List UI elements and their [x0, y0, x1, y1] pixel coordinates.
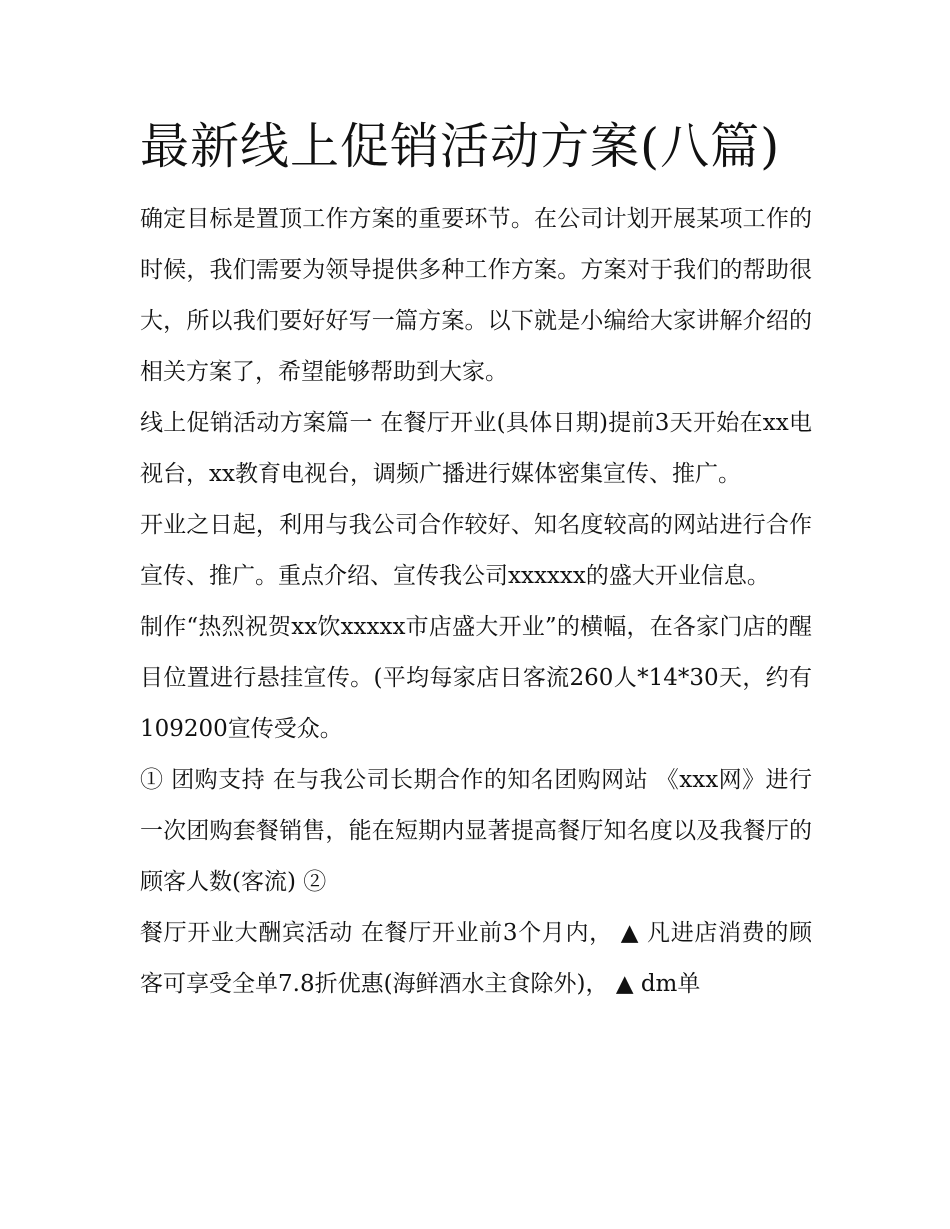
banner-paragraph: 制作“热烈祝贺xx饮xxxxx市店盛大开业”的横幅，在各家门店的醒目位置进行悬挂宣传。(平均每家店日客流260人*14*30天，约有109200宣传受众。 — [140, 614, 812, 742]
document-page — [140, 112, 812, 1010]
opening-discount-paragraph: 餐厅开业大酬宾活动 在餐厅开业前3个月内， ▲ 凡进店消费的顾客可享受全单7.8折优惠(海鲜酒水主食除外)， ▲ dm单 — [140, 920, 812, 997]
group-buy-paragraph: ① 团购支持 在与我公司长期合作的知名团购网站 《xxx网》进行一次团购套餐销售，能在短期内显著提高餐厅知名度以及我餐厅的顾客人数(客流) ② — [140, 767, 812, 895]
website-promotion-paragraph: 开业之日起，利用与我公司合作较好、知名度较高的网站进行合作宣传、推广。重点介绍、宣传我公司xxxxxx的盛大开业信息。 — [140, 512, 812, 589]
intro-paragraph: 确定目标是置顶工作方案的重要环节。在公司计划开展某项工作的时候，我们需要为领导提供多种工作方案。方案对于我们的帮助很大，所以我们要好好写一篇方案。以下就是小编给大家讲解介绍的相关方案了，希望能够帮助到大家。 — [140, 206, 812, 385]
media-promotion-paragraph: 线上促销活动方案篇一 在餐厅开业(具体日期)提前3天开始在xx电视台，xx教育电视台，调频广播进行媒体密集宣传、推广。 — [140, 410, 812, 487]
document-title: 最新线上促销活动方案(八篇) — [140, 118, 781, 175]
